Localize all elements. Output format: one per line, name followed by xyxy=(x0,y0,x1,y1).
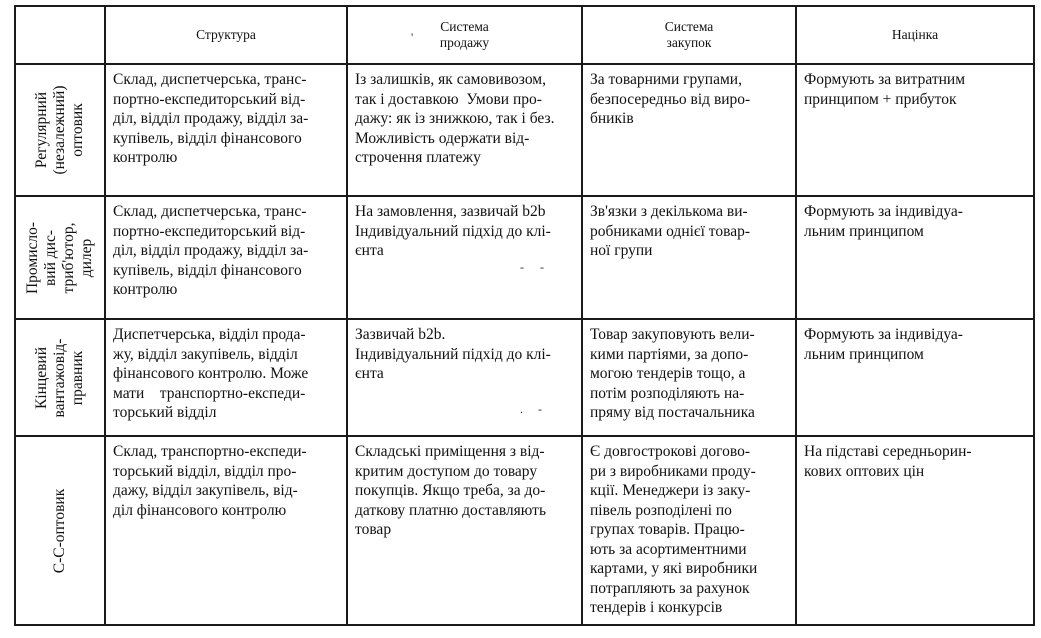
header-corner-cell xyxy=(15,6,105,64)
markup-cell xyxy=(796,319,1034,436)
purchases-cell xyxy=(582,196,796,319)
structure-cell xyxy=(105,319,347,436)
row-label: Кінцевий вантажовід- правник xyxy=(33,338,86,417)
purchases-text: Є довгострокові догово- ри з виробниками проду- кції. Менеджери із заку- півель розподілені по групах товарів. Працю- ють за асортиментними картами, у які виробники потрапляють за рахунок тендерів і конкурсів xyxy=(590,443,758,616)
markup-text: На підставі середньорин- кових оптових цін xyxy=(804,443,972,480)
markup-text: Формують за індивідуа- льним принципом xyxy=(804,203,963,240)
purchases-text: Зв'язки з декількома ви- робниками однієї товар- ної групи xyxy=(590,203,750,259)
sales-text: На замовлення, зазвичай b2b Індивідуальний підхід до клі- єнта xyxy=(355,203,551,259)
purchases-text: За товарними групами, безпосередньо від виро- бників xyxy=(590,71,751,127)
header-row xyxy=(15,6,1034,64)
structure-text: Склад, транспортно-експеди- торський відділ, відділ про- дажу, відділ закупівель, від- діл фінансового контролю xyxy=(113,443,307,519)
sales-cell xyxy=(347,319,582,436)
comparison-table xyxy=(14,5,1035,626)
markup-cell xyxy=(796,196,1034,319)
row-label-cell xyxy=(15,436,105,625)
scan-speck: - xyxy=(520,260,524,274)
header-sales-cell xyxy=(347,6,582,64)
structure-text: Склад, диспетчерська, транс- портно-експедиторський від- діл, відділ продажу, відділ за- купівель, відділ фінансового контролю xyxy=(113,71,309,166)
header-structure-cell xyxy=(105,6,347,64)
row-label-cell xyxy=(15,64,105,196)
structure-cell xyxy=(105,64,347,196)
structure-cell xyxy=(105,196,347,319)
scan-speck: - xyxy=(540,260,544,274)
table-row xyxy=(15,196,1034,319)
structure-cell xyxy=(105,436,347,625)
table-row xyxy=(15,319,1034,436)
header-markup: Націнка xyxy=(891,27,939,42)
markup-cell xyxy=(796,64,1034,196)
header-markup-cell xyxy=(796,6,1034,64)
header-purchases-cell xyxy=(582,6,796,64)
sales-text: Зазвичай b2b. Індивідуальний підхід до клі- єнта xyxy=(355,326,551,382)
row-label-cell xyxy=(15,196,105,319)
purchases-text: Товар закуповують вели- кими партіями, за допо- могою тендерів тощо, а потім розподіляють на- пряму від постачальника xyxy=(590,326,755,421)
row-label: Регулярний (незалежний) оптовик xyxy=(33,85,86,175)
table-row xyxy=(15,64,1034,196)
purchases-cell xyxy=(582,319,796,436)
sales-text: Складські приміщення з від- критим доступом до товару покупців. Якщо треба, за до- даткову платню доставляють товар xyxy=(355,443,547,538)
row-label: Промисло- вий дис- триб'ютор, дилер xyxy=(24,221,95,294)
scan-speck: ' xyxy=(411,30,414,44)
sales-cell xyxy=(347,64,582,196)
sales-cell xyxy=(347,436,582,625)
sales-text: Із залишків, як самовивозом, так і доставкою Умови про- дажу: як із знижкою, так і без. Можливість одержати від- строчення платежу xyxy=(355,71,555,166)
markup-text: Формують за індивідуа- льним принципом xyxy=(804,326,963,363)
row-label: С-С-оптовик xyxy=(51,488,68,573)
markup-text: Формують за витратним принципом + прибуток xyxy=(804,71,966,108)
purchases-cell xyxy=(582,64,796,196)
structure-text: Диспетчерська, відділ прода- жу, відділ закупівель, відділ фінансового контролю. Може мати транспортно-експеди- торський відділ xyxy=(113,326,309,421)
header-sales-system: Система продажу xyxy=(439,19,490,50)
structure-text: Склад, диспетчерська, транс- портно-експедиторський від- діл, відділ продажу, відділ за- купівель, відділ фінансового контролю xyxy=(113,203,309,298)
row-label-cell xyxy=(15,319,105,436)
header-structure: Структура xyxy=(196,27,256,42)
sales-cell xyxy=(347,196,582,319)
purchases-cell xyxy=(582,436,796,625)
scan-speck: - xyxy=(538,402,542,416)
table-row xyxy=(15,436,1034,625)
markup-cell xyxy=(796,436,1034,625)
header-purchase-system: Система закупок xyxy=(664,19,714,50)
scan-speck: . xyxy=(520,402,523,416)
